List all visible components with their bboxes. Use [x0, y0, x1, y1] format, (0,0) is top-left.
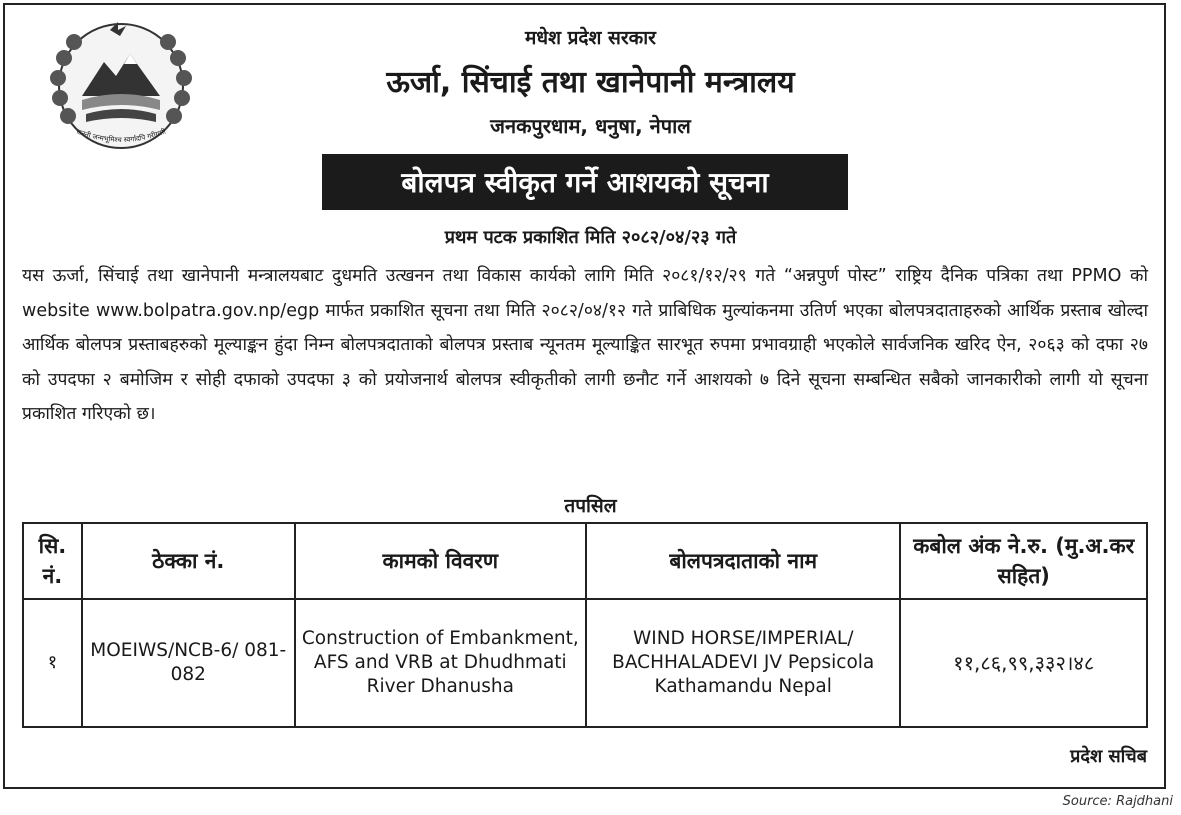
- column-header-contract-no: ठेक्का नं.: [82, 523, 295, 599]
- column-header-sn: सि. नं.: [23, 523, 82, 599]
- table-row: [23, 599, 1147, 727]
- cell-bidder: WIND HORSE/IMPERIAL/ BACHHALADEVI JV Pepsicola Kathamandu Nepal: [586, 599, 900, 727]
- column-header-amount: कबोल अंक ने.रु. (मु.अ.कर सहित): [900, 523, 1147, 599]
- cell-sn: १: [23, 599, 82, 727]
- table-heading: तपसिल: [564, 495, 617, 517]
- table-header-row: [23, 523, 1147, 599]
- emblem-motto: जननी जन्मभूमिश्च स्वर्गादपि गरीयसी: [75, 127, 167, 145]
- cell-contract-no: MOEIWS/NCB-6/ 081-082: [82, 599, 295, 727]
- column-header-bidder: बोलपत्रदाताको नाम: [586, 523, 900, 599]
- cell-description: Construction of Embankment, AFS and VRB at Dhudhmati River Dhanusha: [295, 599, 586, 727]
- signatory-title: प्रदेश सचिब: [1070, 746, 1147, 767]
- cell-amount: ११,८६,९९,३३२।४८: [900, 599, 1147, 727]
- government-name: मधेश प्रदेश सरकार: [525, 27, 656, 49]
- notice-title-text: बोलपत्र स्वीकृत गर्ने आशयको सूचना: [401, 166, 769, 199]
- source-credit: Source: Rajdhani: [1062, 794, 1173, 809]
- bid-details-table: [22, 522, 1148, 728]
- notice-body: यस ऊर्जा, सिंचाई तथा खानेपानी मन्त्रालयबाट दुधमति उत्खनन तथा विकास कार्यको लागि मिति २०८१/१२/२९ गते “अन्नपुर्ण पोस्ट” राष्ट्रिय दैनिक पत्रिका तथा PPMO को website www.bolpatra.gov.np/egp मार्फत प्रकाशित सूचना तथा मिति २०८२/०४/१२ गते प्राबिधिक मुल्यांकनमा उतिर्ण भएका बोलपत्रदाताहरुको आर्थिक प्रस्ताब खोल्दा आर्थिक बोलपत्र प्रस्ताबहरुको मूल्याङ्कन हुंदा निम्न बोलपत्रदाताको बोलपत्र प्रस्ताब न्यूनतम मूल्याङ्कित सारभूत रुपमा प्रभावग्राही भएकोले सार्वजनिक खरिद ऐन, २०६३ को दफा २७ को उपदफा २ बमोजिम र सोही दफाको उपदफा ३ को प्रयोजनार्थ बोलपत्र स्वीकृतीको लागी छनौट गर्ने आशयको ७ दिने सूचना सम्बन्धित सबैको जानकारीको लागी यो सूचना प्रकाशित गरिएको छ।: [22, 266, 1148, 424]
- publication-date: प्रथम पटक प्रकाशित मिति २०८२/०४/२३ गते: [444, 227, 737, 248]
- ministry-address: जनकपुरधाम, धनुषा, नेपाल: [490, 114, 691, 138]
- column-header-description: कामको विवरण: [295, 523, 586, 599]
- notice-title: [322, 154, 848, 210]
- ministry-name: ऊर्जा, सिंचाई तथा खानेपानी मन्त्रालय: [386, 65, 795, 100]
